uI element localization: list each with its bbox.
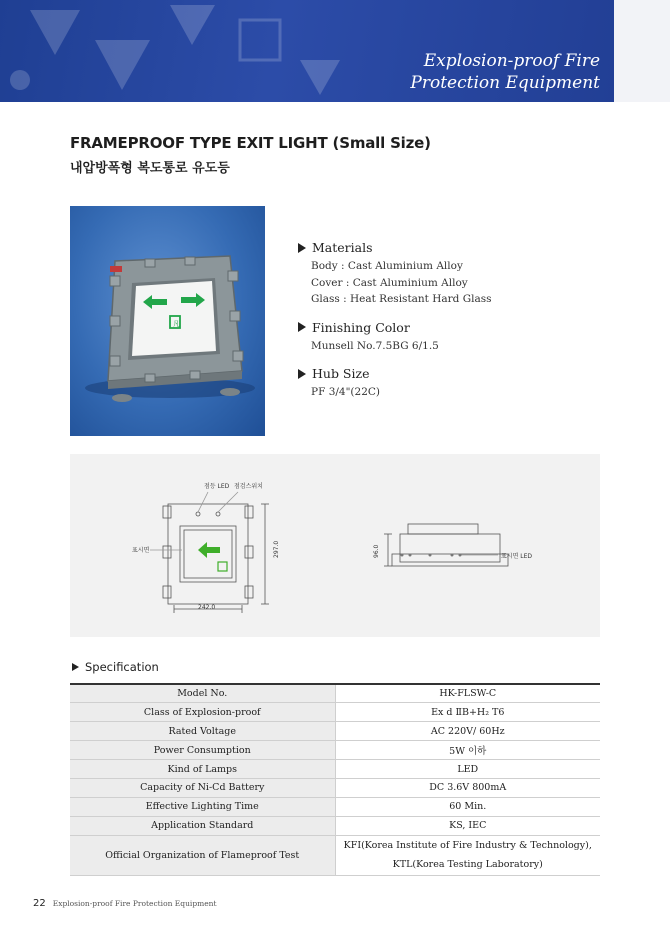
materials-body: Body : Cast Aluminium Alloy (311, 260, 463, 272)
spec-key: Application Standard (70, 816, 335, 835)
table-row (70, 741, 600, 760)
table-row (70, 778, 600, 797)
exit-light-illustration (70, 206, 265, 436)
label-display-face: 표시면 (132, 547, 150, 554)
spec-heading (72, 660, 159, 674)
spec-key: Class of Explosion-proof (70, 703, 335, 722)
spec-key: Official Organization of Flameproof Test (70, 835, 335, 875)
bullet-triangle-icon (298, 243, 306, 253)
spec-value: KS, IEC (335, 816, 600, 835)
spec-value: DC 3.6V 800mA (335, 778, 600, 797)
spec-value-line2: KTL(Korea Testing Laboratory) (392, 859, 543, 871)
materials-cover: Cover : Cast Aluminium Alloy (311, 276, 468, 289)
label-switch: 점검스위치 (234, 483, 263, 490)
spec-key: Rated Voltage (70, 722, 335, 741)
spec-value: HK-FLSW-C (335, 684, 600, 703)
dim-height: 297.0 (273, 540, 280, 558)
bullet-triangle-icon (298, 369, 306, 379)
materials-section (298, 240, 598, 308)
spec-key: Model No. (70, 684, 335, 703)
drawing-svg (70, 454, 600, 637)
spec-value: LED (335, 760, 600, 779)
product-info (298, 240, 598, 413)
materials-heading-text: Materials (312, 240, 373, 255)
page-footer (33, 898, 217, 909)
technical-drawing (70, 454, 600, 637)
table-row (70, 835, 600, 875)
label-side-led: 표시면 LED (501, 553, 533, 560)
table-row (70, 684, 600, 703)
bullet-triangle-icon (298, 322, 306, 332)
materials-heading (298, 240, 598, 255)
banner-title-line1: Explosion-proof Fire (423, 51, 600, 71)
spec-heading-text: Specification (85, 660, 159, 674)
spec-table (70, 683, 600, 876)
table-row (70, 703, 600, 722)
spec-key: Capacity of Ni-Cd Battery (70, 778, 335, 797)
product-title-ko: 내압방폭형 복도통로 유도등 (70, 161, 230, 176)
product-photo (70, 206, 265, 436)
dim-width: 242.0 (198, 604, 216, 611)
finishing-color-value: Munsell No.7.5BG 6/1.5 (311, 339, 439, 352)
hub-size-value: PF 3/4"(22C) (311, 386, 381, 398)
footer-text: Explosion-proof Fire Protection Equipment (52, 899, 217, 908)
finishing-heading (298, 320, 598, 335)
table-row (70, 760, 600, 779)
hub-heading (298, 366, 598, 381)
spec-key: Power Consumption (70, 741, 335, 760)
table-row (70, 816, 600, 835)
table-row (70, 722, 600, 741)
dim-depth: 96.0 (373, 544, 380, 558)
label-led: 점등 LED (204, 483, 230, 490)
page-number: 22 (33, 898, 46, 909)
banner-title-line2: Protection Equipment (410, 73, 600, 93)
svg-text:凡: 凡 (173, 320, 180, 328)
hub-section (298, 366, 598, 401)
banner-title (410, 50, 600, 94)
spec-value: Ex d ⅡB+H₂ T6 (335, 703, 600, 722)
header-side-strip (614, 0, 670, 102)
spec-value: 60 Min. (335, 797, 600, 816)
materials-glass: Glass : Heat Resistant Hard Glass (311, 293, 492, 305)
table-row (70, 797, 600, 816)
spec-value: AC 220V/ 60Hz (335, 722, 600, 741)
spec-value-line1: KFI(Korea Institute of Fire Industry & Technology), (343, 840, 592, 852)
spec-value (335, 835, 600, 875)
finishing-heading-text: Finishing Color (312, 319, 410, 335)
bullet-triangle-icon (72, 663, 79, 671)
spec-value: 5W 이하 (335, 741, 600, 760)
header-banner (0, 0, 614, 102)
spec-key: Kind of Lamps (70, 760, 335, 779)
hub-heading-text: Hub Size (312, 366, 370, 381)
product-title-en: FRAMEPROOF TYPE EXIT LIGHT (Small Size) (70, 134, 431, 152)
finishing-section (298, 320, 598, 355)
spec-key: Effective Lighting Time (70, 797, 335, 816)
